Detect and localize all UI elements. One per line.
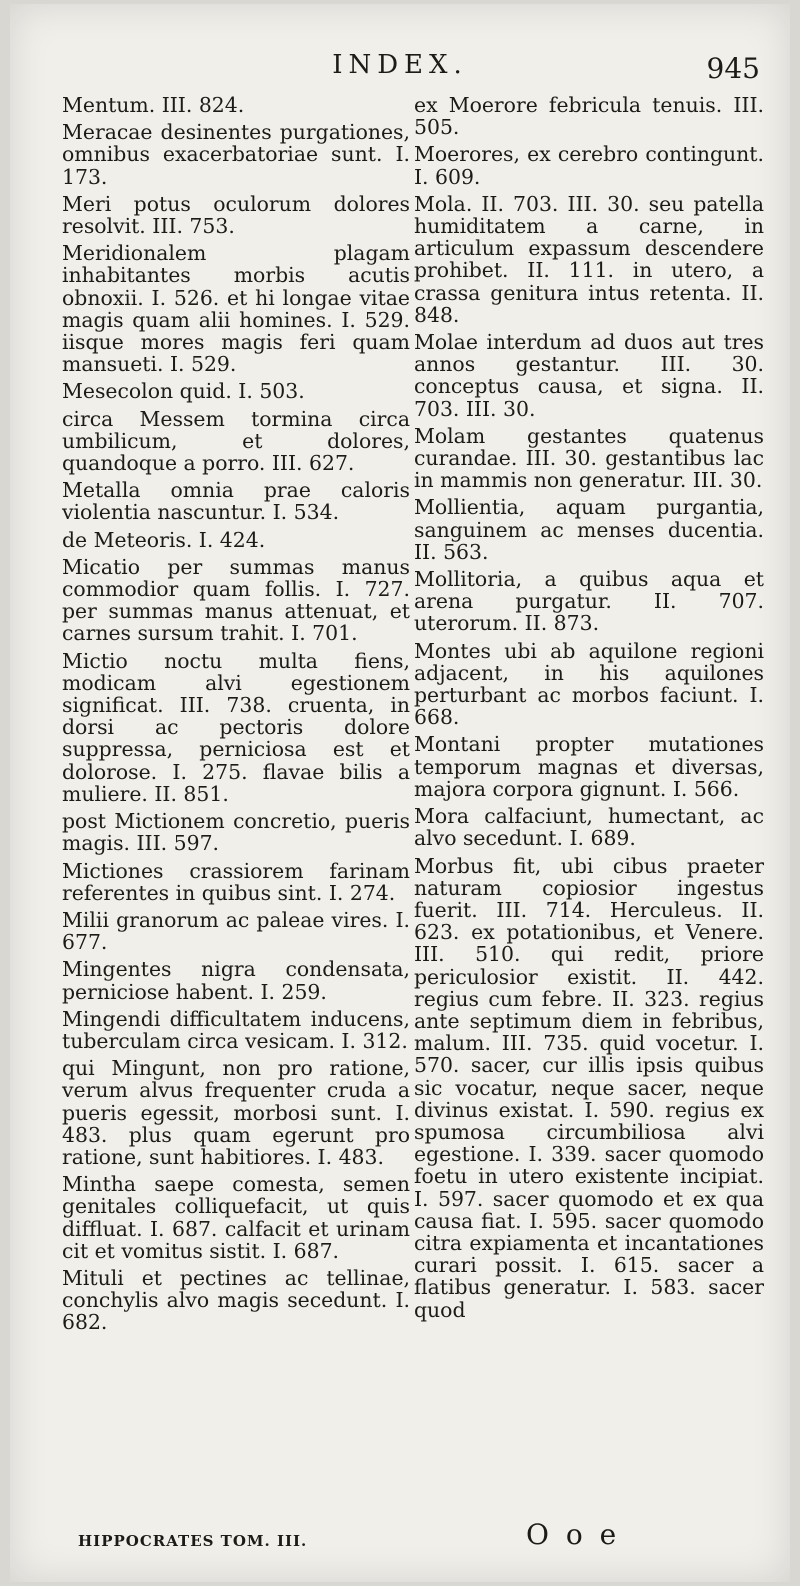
index-entry: Mola. II. 703. III. 30. seu patella humiditatem a carne, in articulum expassum descendere prohibet. II. 111. in utero, a crassa genitura intus retenta. II. 848. bbox=[414, 191, 764, 327]
index-entry: Mictiones crassiorem farinam referentes in quibus sint. I. 274. bbox=[62, 858, 410, 905]
index-entry: de Meteoris. I. 424. bbox=[62, 527, 266, 552]
index-entry: Molam gestantes quatenus curandae. III. 30. gestantibus lac in mammis non generatur. III. 30. bbox=[414, 423, 764, 493]
index-entry: Moerores, ex cerebro contingunt. I. 609. bbox=[414, 142, 764, 189]
index-entry: Montes ubi ab aquilone regioni adjacent, in his aquilones perturbant ac morbos faciunt. I. 668. bbox=[414, 638, 764, 730]
index-entry: Mora calfaciunt, humectant, ac alvo secedunt. I. 689. bbox=[414, 804, 764, 851]
index-entry: Morbus fit, ubi cibus praeter naturam copiosior ingestus fuerit. III. 714. Herculeus. II. 623. ex potationibus, et Venere. III. 510. qui redit, priore periculosior existit. II. 442. regius cum febre. II. 323. regius ante septimum diem in febribus, malum. III. 735. quid vocetur. I. 570. sacer, cur illis ipsis quibus sic vocatur, neque sacer, neque divinus existat. I. 590. regius ex spumosa circumbiliosa alvi egestione. I. 339. sacer quomodo foetu in utero existente incipiat. I. 597. sacer quomodo et ex qua causa fiat. I. 595. sacer quomodo citra expiamenta et incantationes curari possit. I. 615. sacer a flatibus generatur. I. 583. sacer quod bbox=[414, 853, 764, 1322]
index-entry: Molae interdum ad duos aut tres annos gestantur. III. 30. conceptus causa, et signa. II. 703. III. 30. bbox=[414, 330, 764, 421]
index-entry: Micatio per summas manus commodior quam follis. I. 727. per summas manus attenuat, et carnes sursum trahit. I. 701. bbox=[62, 554, 410, 646]
signature-mark: O o e bbox=[526, 1518, 621, 1551]
index-entry: Mintha saepe comesta, semen genitales colliquefacit, ut quis diffluat. I. 687. calfacit et urinam cit et vomitus sistit. I. 687. bbox=[62, 1172, 410, 1263]
index-column-right bbox=[414, 94, 764, 1326]
book-page bbox=[10, 4, 790, 1582]
index-entry: Meri potus oculorum dolores resolvit. III. 753. bbox=[62, 191, 410, 239]
page-title: INDEX. bbox=[332, 50, 468, 80]
running-title: HIPPOCRATES TOM. III. bbox=[78, 1532, 308, 1550]
index-entry: circa Messem tormina circa umbilicum, et dolores, quandoque a porro. III. 627. bbox=[62, 406, 410, 476]
index-entry: ex Moerore febricula tenuis. III. 505. bbox=[414, 93, 764, 140]
index-entry: Mingendi difficultatem inducens, tuberculam circa vesicam. I. 312. bbox=[62, 1006, 410, 1053]
page-header bbox=[10, 44, 790, 90]
index-entry: Milii granorum ac paleae vires. I. 677. bbox=[62, 907, 410, 955]
index-entry: Mentum. III. 824. bbox=[62, 93, 245, 117]
index-entry: Mingentes nigra condensata, perniciose habent. I. 259. bbox=[62, 957, 410, 1004]
index-entry: Mollientia, aquam purgantia, sanguinem ac menses ducentia. II. 563. bbox=[414, 495, 764, 564]
index-entry: Meridionalem plagam inhabitantes morbis acutis obnoxii. I. 526. et hi longae vitae magis quam alii homines. I. 529. iisque mores magis feri quam mansueti. I. 529. bbox=[62, 241, 410, 377]
index-column-left bbox=[62, 94, 410, 1339]
page-footer bbox=[10, 1512, 790, 1572]
index-entry: Mictio noctu multa fiens, modicam alvi egestionem significat. III. 738. cruenta, in dorsi ac pectoris dolore suppressa, perniciosa est et dolorose. I. 275. flavae bilis a muliere. II. 851. bbox=[62, 648, 410, 806]
index-entry: Mollitoria, a quibus aqua et arena purgatur. II. 707. uterorum. II. 873. bbox=[414, 567, 764, 636]
page-number: 945 bbox=[706, 52, 760, 85]
index-entry: Meracae desinentes purgationes, omnibus exacerbatoriae sunt. I. 173. bbox=[62, 120, 410, 189]
index-entry: qui Mingunt, non pro ratione, verum alvus frequenter cruda a pueris egessit, morbosi sunt. I. 483. plus quam egerunt pro ratione, sunt habitiores. I. 483. bbox=[62, 1056, 410, 1169]
index-entry: post Mictionem concretio, pueris magis. III. 597. bbox=[62, 809, 410, 856]
index-entry: Mituli et pectines ac tellinae, conchylis alvo magis secedunt. I. 682. bbox=[62, 1265, 410, 1335]
index-entry: Montani propter mutationes temporum magnas et diversas, majora corpora gignunt. I. 566. bbox=[414, 732, 764, 801]
index-entry: Metalla omnia prae caloris violentia nascuntur. I. 534. bbox=[62, 478, 410, 525]
index-entry: Mesecolon quid. I. 503. bbox=[62, 379, 305, 404]
